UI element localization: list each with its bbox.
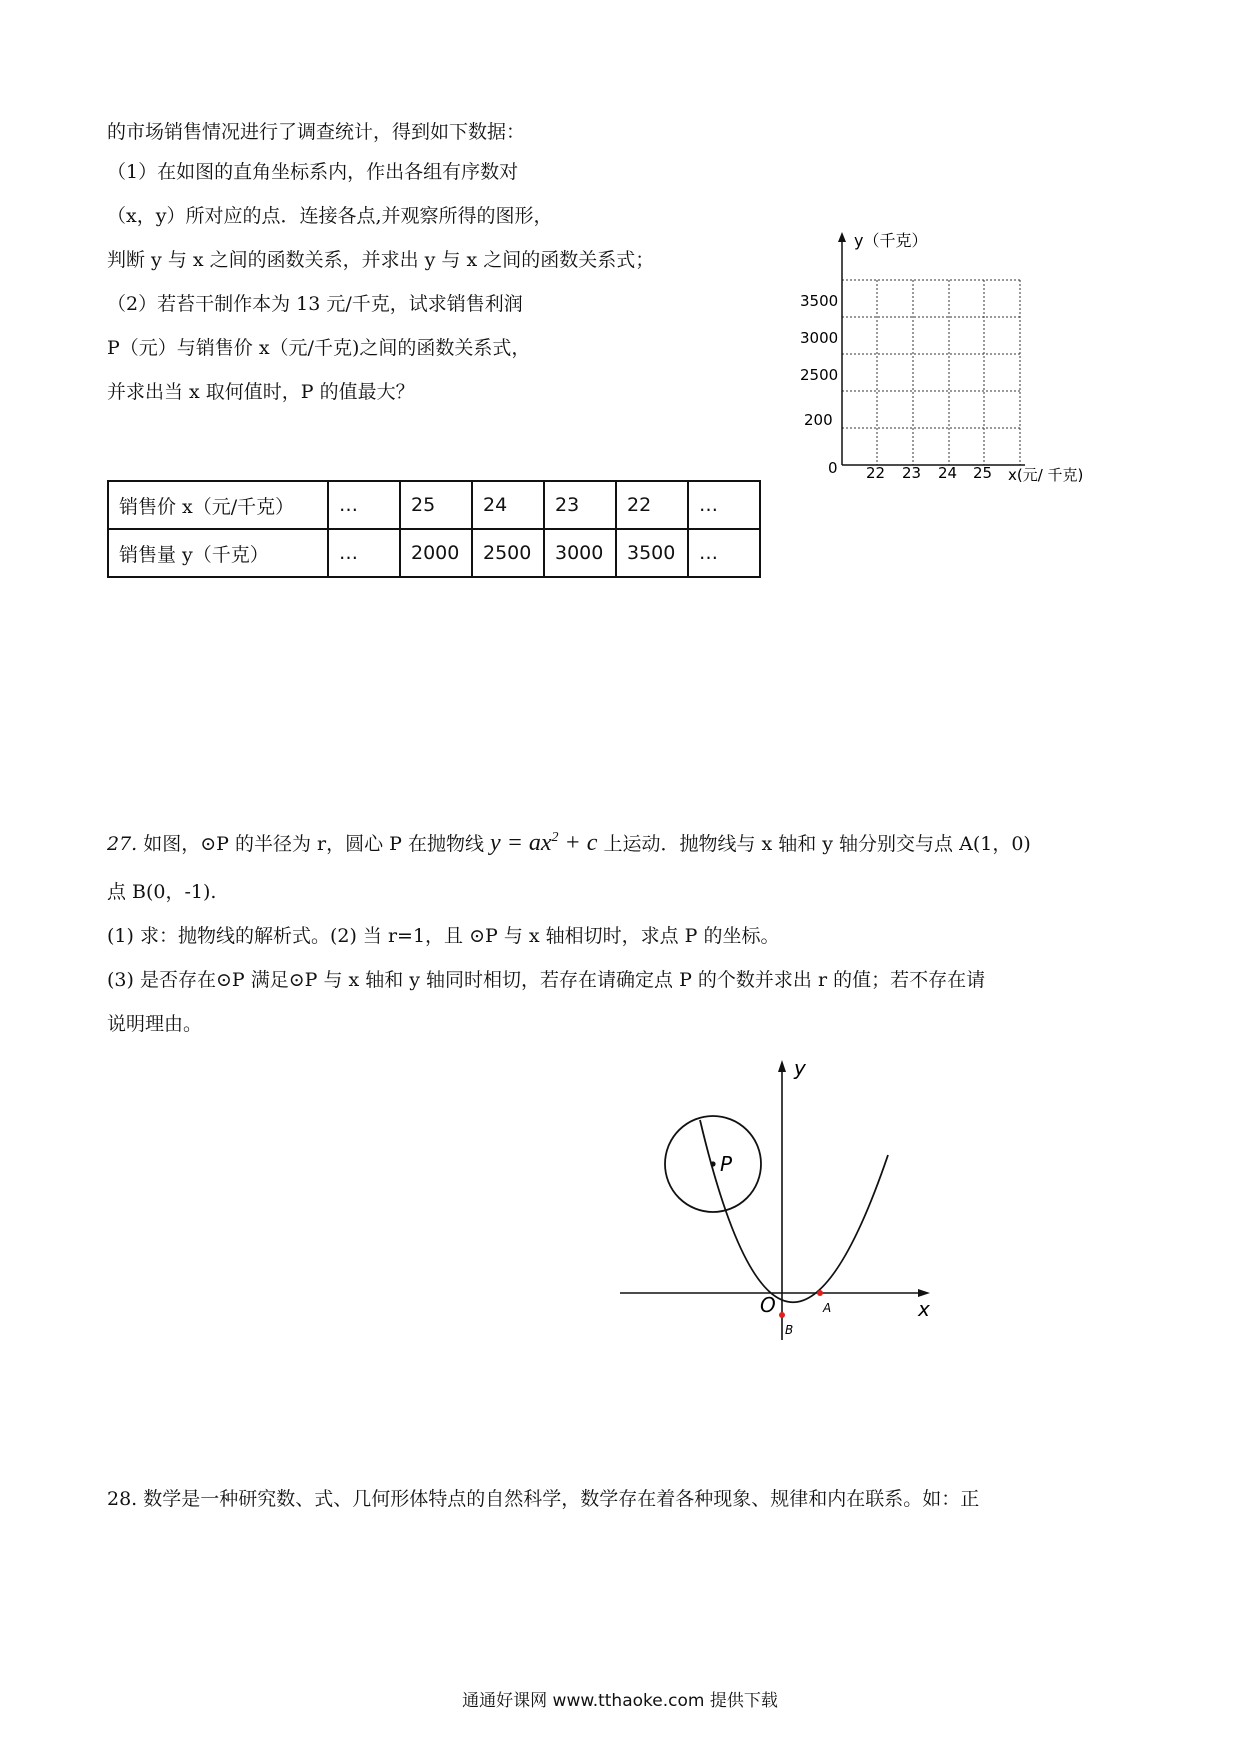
table-cell: 3500 [616, 529, 688, 577]
table-row-quantity [108, 529, 760, 577]
q26-part1-line2: （x，y）所对应的点．连接各点,并观察所得的图形， [107, 205, 553, 227]
grid-y-tick: 3500 [800, 292, 839, 310]
label-b: B [785, 1323, 794, 1337]
table-row-price [108, 481, 760, 529]
label-x: x [918, 1297, 930, 1321]
q26-grid-figure [790, 220, 1120, 490]
q27-number: 27. [107, 833, 138, 855]
table-cell: 2000 [400, 529, 472, 577]
q26-part1-line3: 判断 y 与 x 之间的函数关系，并求出 y 与 x 之间的函数关系式； [107, 249, 655, 271]
label-o: O [760, 1293, 776, 1317]
table-row-label: 销售量 y（千克） [108, 529, 328, 577]
x-axis-arrow-icon [918, 1289, 930, 1297]
q26-intro: 的市场销售情况进行了调查统计，得到如下数据： [107, 121, 526, 143]
q27-line5: 说明理由。 [107, 1013, 203, 1035]
grid-origin-label: 0 [828, 459, 838, 477]
grid-lines [842, 280, 1020, 465]
table-row-label: 销售价 x（元/千克） [108, 481, 328, 529]
q27-line1-tail: 上运动．抛物线与 x 轴和 y 轴分别交与点 A(1，0) [603, 833, 1031, 855]
q27-line1-text: 如图，⊙P 的半径为 r，圆心 P 在抛物线 [143, 833, 484, 855]
table-cell: … [328, 481, 400, 529]
label-p: P [720, 1152, 733, 1176]
q28-line1: 28. 数学是一种研究数、式、几何形体特点的自然科学，数学存在着各种现象、规律和内在联系。如：正 [107, 1488, 980, 1510]
grid-x-tick: 22 [866, 464, 886, 482]
grid-y-tick: 200 [804, 411, 833, 429]
point-a [817, 1290, 823, 1296]
grid-y-tick: 3000 [800, 329, 839, 347]
point-b [779, 1312, 785, 1318]
q26-part2-line2: P（元）与销售价 x（元/千克)之间的函数关系式， [107, 337, 531, 359]
table-cell: 23 [544, 481, 616, 529]
q27-formula: $y = ax^2 + c$ [490, 830, 598, 856]
grid-x-tick: 23 [902, 464, 922, 482]
q27-parabola-figure [600, 1050, 930, 1350]
table-cell: 25 [400, 481, 472, 529]
point-p [710, 1161, 715, 1166]
grid-y-axis-label: y（千克） [854, 231, 928, 250]
parabola-curve [700, 1120, 888, 1302]
q26-data-table [107, 480, 761, 578]
label-y: y [794, 1056, 806, 1080]
q26-part1-line1: （1）在如图的直角坐标系内，作出各组有序数对 [107, 161, 519, 183]
q26-part2-line1: （2）若苔干制作本为 13 元/千克，试求销售利润 [107, 293, 523, 315]
table-cell: … [688, 529, 760, 577]
grid-x-tick: 25 [973, 464, 993, 482]
grid-y-tick: 2500 [800, 366, 839, 384]
page-footer: 通通好课网 www.tthaoke.com 提供下载 [462, 1691, 778, 1711]
axes [842, 238, 1025, 465]
q27-line4: (3) 是否存在⊙P 满足⊙P 与 x 轴和 y 轴同时相切，若存在请确定点 P 的个数并求出 r 的值；若不存在请 [107, 969, 986, 991]
table-cell: 24 [472, 481, 544, 529]
y-axis-arrow-icon [838, 232, 846, 242]
grid-x-axis-label: x(元/ 千克) [1008, 466, 1084, 484]
grid-x-tick: 24 [938, 464, 958, 482]
label-a: A [823, 1301, 832, 1315]
q27-line3: (1) 求：抛物线的解析式。(2) 当 r=1，且 ⊙P 与 x 轴相切时，求点 P 的坐标。 [107, 925, 780, 947]
q27-line2: 点 B(0，-1). [107, 881, 217, 903]
q27-line1 [107, 826, 1031, 856]
table-cell: … [328, 529, 400, 577]
table-cell: 3000 [544, 529, 616, 577]
q26-part2-line3: 并求出当 x 取何值时，P 的值最大？ [107, 381, 415, 403]
table-cell: 2500 [472, 529, 544, 577]
y-axis-arrow-icon [778, 1060, 786, 1072]
table-cell: 22 [616, 481, 688, 529]
table-cell: … [688, 481, 760, 529]
